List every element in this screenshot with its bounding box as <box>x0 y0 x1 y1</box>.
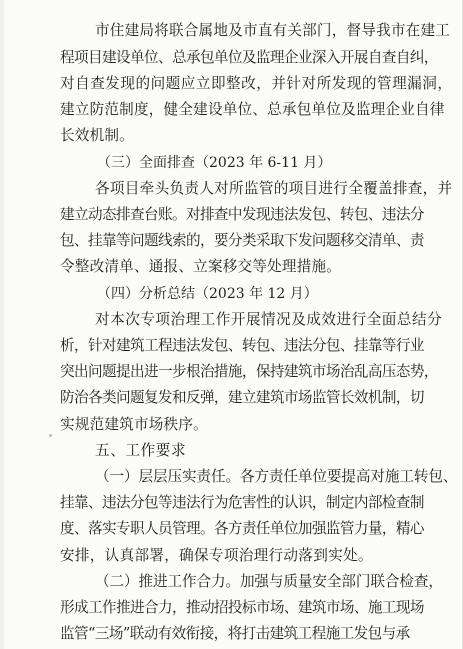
line-text: （一）层层压实责任。各方责任单位要提高对施工转包、 <box>95 468 458 485</box>
line-text: 形成工作推进合力，推动招投标市场、建筑市场、施工现场 <box>60 599 424 616</box>
text-line <box>0 360 463 384</box>
line-text: 挂靠、违法分包等违法行为危害性的认识，制定内部检查制 <box>60 494 424 511</box>
line-text: 包、挂靠等问题线索的，要分类采取下发问题移交清单、责 <box>60 232 424 249</box>
scan-speck <box>49 434 52 437</box>
line-text: 建立动态排查台账。对排查中发现违法发包、转包、违法分 <box>60 206 424 223</box>
text-line <box>0 308 463 332</box>
line-text: 突出问题提出进一步根治措施，保持建筑市场治乱高压态势， <box>60 363 438 380</box>
line-text: 对本次专项治理工作开展情况及成效进行全面总结分 <box>95 311 443 328</box>
text-line <box>0 596 463 620</box>
text-line <box>0 72 463 96</box>
text-line <box>0 19 463 43</box>
line-text: 度、落实专职人员管理。各方责任单位加强监管力量，精心 <box>60 520 424 537</box>
text-line <box>0 439 463 463</box>
line-text: 长效机制。 <box>60 127 134 144</box>
text-line <box>0 491 463 515</box>
text-line <box>0 177 463 201</box>
text-line <box>0 46 463 70</box>
line-text: 防治各类问题复发和反弹，建立建筑市场监管长效机制，切 <box>60 389 424 406</box>
line-text: 市住建局将联合属地及市直有关部门，督导我市在建工 <box>95 22 451 39</box>
line-text: （二）推进工作合力。加强与质量安全部门联合检查， <box>95 573 443 590</box>
text-line <box>0 622 463 646</box>
line-text: 监管“三场”联动有效衔接，将打击建筑工程施工发包与承 <box>60 625 410 642</box>
line-text: 程项目建设单位、总承包单位及监理企业深入开展自查自纠， <box>60 49 438 66</box>
text-line <box>0 334 463 358</box>
text-line <box>0 465 463 489</box>
text-line <box>0 544 463 568</box>
text-line <box>0 282 463 306</box>
section-subheading: （四）分析总结（2023 年 12 月） <box>97 286 318 302</box>
text-line <box>0 203 463 227</box>
text-line <box>0 229 463 253</box>
text-line <box>0 151 463 175</box>
section-heading: 五、工作要求 <box>95 442 187 459</box>
text-line <box>0 413 463 437</box>
line-text: 对自查发现的问题应立即整改，并针对所发现的管理漏洞， <box>60 75 453 92</box>
line-text: 各项目牵头负责人对所监管的项目进行全覆盖排查，并 <box>95 180 453 197</box>
line-text: 建立防范制度，健全建设单位、总承包单位及监理企业自律 <box>60 101 445 118</box>
text-line <box>0 98 463 122</box>
text-line <box>0 255 463 279</box>
line-text: 安排，认真部署，确保专项治理行动落到实处。 <box>60 547 373 564</box>
text-line <box>0 570 463 594</box>
section-subheading: （三）全面排查（2023 年 6-11 月） <box>97 155 332 171</box>
text-line <box>0 386 463 410</box>
text-line <box>0 517 463 541</box>
text-line <box>0 124 463 148</box>
line-text: 析，针对建筑工程违法发包、转包、违法分包、挂靠等行业 <box>60 337 424 354</box>
line-text: 令整改清单、通报、立案移交等处理措施。 <box>60 258 342 275</box>
line-text: 实规范建筑市场秩序。 <box>60 416 208 433</box>
